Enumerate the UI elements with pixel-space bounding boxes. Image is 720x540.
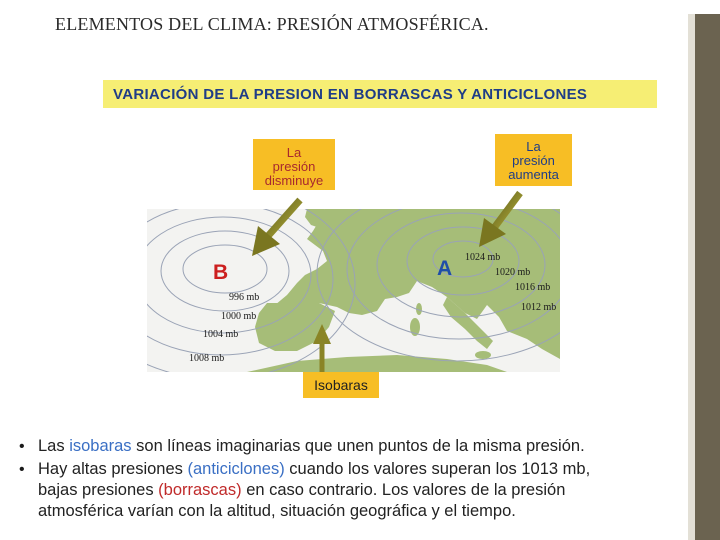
pressure-increases-label [495, 134, 572, 186]
bullet-marker: • [19, 438, 25, 455]
bullet-1-text-post: son líneas imaginarias que unen puntos de la misma presión. [131, 437, 585, 455]
high-isobar-label-3: 1016 mb [515, 282, 551, 293]
low-arrow [252, 200, 300, 256]
high-label-line-1: La [526, 139, 541, 154]
low-isobar-label-2: 1000 mb [221, 311, 257, 322]
bullet-2-line-2-pre: bajas presiones [38, 481, 159, 499]
isobar-pointer-arrow [313, 324, 331, 372]
bullet-2-line-1-post: cuando los valores superan los 1013 mb, [284, 460, 591, 478]
high-label-line-2: presión [512, 153, 555, 168]
bullet-presiones [18, 459, 718, 522]
low-isobar-label-4: 1008 mb [189, 353, 225, 364]
bullet-2-line-1 [38, 459, 718, 480]
bullet-isobaras [18, 436, 718, 457]
low-isobar-label-3: 1004 mb [203, 329, 239, 340]
banner-text: VARIACIÓN DE LA PRESION EN BORRASCAS Y ANTICICLONES [113, 85, 588, 103]
bullet-2-line-2-post: en caso contrario. Los valores de la presión [241, 481, 566, 499]
low-pressure-letter: B [213, 261, 229, 284]
high-label-line-3: aumenta [508, 167, 559, 182]
low-label-line-1: La [286, 145, 302, 160]
high-pressure-letter: A [437, 257, 453, 280]
bullet-2-keyword-anticiclones: (anticiclones) [187, 460, 285, 478]
isobaras-label: Isobaras [303, 372, 379, 398]
low-isobar-label-1: 996 mb [229, 292, 260, 303]
bullet-2-line-1-pre: Hay altas presiones [38, 460, 188, 478]
bullet-marker: • [19, 461, 25, 478]
pressure-decreases-label [253, 139, 335, 190]
slide-title: ELEMENTOS DEL CLIMA: PRESIÓN ATMOSFÉRICA. [55, 14, 489, 34]
bullet-1-keyword: isobaras [69, 437, 132, 455]
low-label-line-3: disminuye [264, 173, 324, 188]
bullet-2-keyword-borrascas: (borrascas) [158, 481, 242, 499]
high-arrow [479, 193, 520, 247]
high-isobar-label-1: 1024 mb [465, 252, 501, 263]
high-isobar-label-4: 1012 mb [521, 302, 557, 313]
low-label-line-2: presión [272, 159, 316, 174]
bullet-2-line-2 [38, 480, 718, 501]
high-isobar-label-2: 1020 mb [495, 267, 531, 278]
bullet-1-text-pre: Las [38, 437, 70, 455]
bullet-2-line-3: atmosférica varían con la altitud, situación geográfica y el tiempo. [38, 502, 516, 520]
bullet-list [18, 436, 718, 524]
